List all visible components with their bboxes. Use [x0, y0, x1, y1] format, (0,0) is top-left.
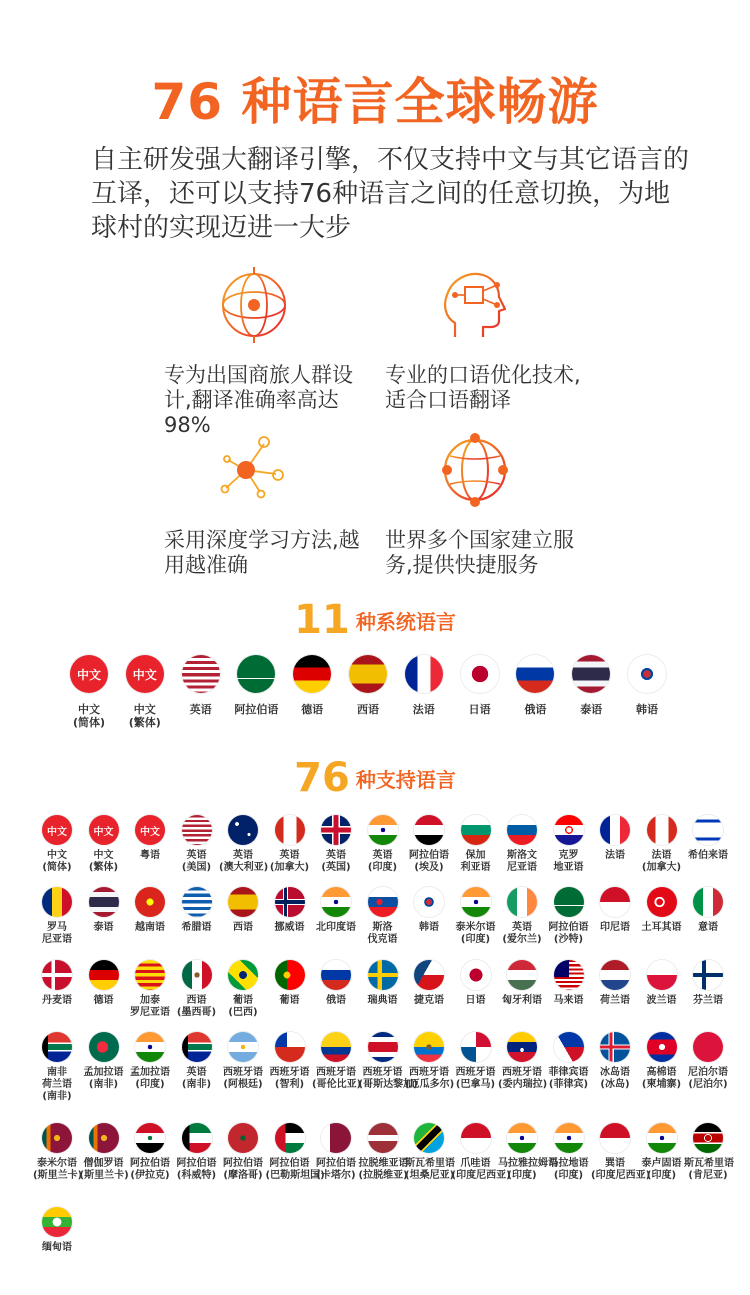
flag-icon-in: [321, 887, 351, 917]
language-name: 法语: [605, 850, 625, 861]
language-name: 罗马 尼亚语: [42, 922, 72, 945]
language-item: [219, 815, 267, 874]
feature-text: 专业的口语优化技术,适合口语翻译: [385, 363, 581, 412]
language-item: [684, 1123, 732, 1182]
language-item: [591, 1032, 639, 1091]
flag-icon-lk: [42, 1123, 72, 1153]
language-name: 越南语: [135, 922, 165, 933]
language-name: 泰语: [93, 922, 114, 933]
language-item: [638, 1032, 686, 1091]
flag-icon-tr: [647, 887, 677, 917]
language-name: 波兰语: [646, 995, 677, 1006]
language-name: 英语 (印度): [367, 850, 398, 873]
flag-icon-lk: [89, 1123, 119, 1153]
flag-icon-zh-red: [126, 655, 164, 693]
language-name: 西班牙语 (智利): [269, 1067, 310, 1090]
flag-icon-cr: [368, 1032, 398, 1062]
flag-icon-zh-red: [42, 815, 72, 845]
language-name: 冰岛语 (冰岛): [600, 1067, 630, 1090]
supported-count: 76: [294, 755, 350, 801]
language-name: 葡语 (巴西): [228, 995, 258, 1018]
language-item: [312, 815, 360, 874]
flag-icon-gb: [321, 815, 351, 845]
flag-icon-text: 中文: [76, 667, 101, 682]
intro-text: 自主研发强大翻译引擎，不仅支持中文与其它语言的互译，还可以支持76种语言之间的任意切换，为地球村的实现迈进一大步: [91, 145, 690, 243]
ai-head-icon: [435, 265, 515, 345]
language-item: [266, 1032, 314, 1091]
flag-icon-se: [368, 960, 398, 990]
language-item: [563, 655, 619, 716]
language-item: [359, 1123, 407, 1182]
flag-icon-co: [321, 1032, 351, 1062]
flag-icon-ca: [275, 815, 305, 845]
flag-icon-iq: [135, 1123, 165, 1153]
language-name: 英语 (爱尔兰): [502, 922, 542, 945]
language-name: 菲律宾语 (菲律宾): [548, 1067, 589, 1090]
flag-icon-us: [182, 815, 212, 845]
flag-icon-ru: [321, 960, 351, 990]
language-item: [545, 887, 593, 946]
language-name: 挪威语: [274, 922, 305, 933]
language-name: 加泰 罗尼亚语: [130, 995, 170, 1018]
language-name: 阿拉伯语 (巴勒斯坦国): [265, 1158, 325, 1181]
flag-icon-zh-red: [135, 815, 165, 845]
language-item: [126, 1123, 174, 1182]
language-name: 西班牙语 (厄瓜多尔): [405, 1067, 455, 1090]
flag-icon-us: [182, 655, 220, 693]
language-name: 英语: [189, 703, 212, 716]
language-item: [312, 887, 360, 934]
language-name: 缅甸语: [42, 1242, 72, 1253]
language-item: [219, 960, 267, 1019]
language-item: [126, 960, 174, 1019]
language-item: [33, 960, 81, 1007]
flag-icon-gr: [182, 887, 212, 917]
language-name: 土耳其语: [641, 922, 682, 933]
flag-icon-ro: [42, 887, 72, 917]
language-item: [452, 815, 500, 874]
language-name: 英语 (南非): [181, 1067, 212, 1090]
language-name: 希伯来语: [688, 850, 728, 861]
flag-icon-kr: [628, 655, 666, 693]
language-item: [359, 887, 407, 946]
language-name: 瑞典语: [367, 995, 398, 1006]
language-name: 中文 (繁体): [128, 703, 161, 729]
language-item: [173, 960, 221, 1019]
flag-icon-text: 中文: [47, 826, 67, 838]
language-item: [498, 1123, 558, 1182]
language-name: 北印度语: [316, 922, 356, 933]
language-item: [340, 655, 396, 716]
flag-icon-il: [693, 815, 723, 845]
language-name: 僧伽罗语 (斯里兰卡): [79, 1158, 129, 1181]
language-item: [284, 655, 340, 716]
flag-icon-cl: [275, 1032, 305, 1062]
language-name: 斯瓦希里语 (肯尼亚): [684, 1158, 734, 1181]
flag-icon-ma: [228, 1123, 258, 1153]
language-name: 阿拉伯语 (埃及): [409, 850, 449, 873]
language-name: 克罗 地亚语: [553, 850, 584, 873]
language-name: 捷克语: [414, 995, 444, 1006]
flag-icon-my: [554, 960, 584, 990]
language-item: [228, 655, 284, 716]
feature-item: [385, 430, 595, 578]
language-item: [126, 815, 174, 862]
language-name: 阿拉伯语 (摩洛哥): [223, 1158, 263, 1181]
language-name: 南非 荷兰语 (南非): [42, 1067, 72, 1102]
language-name: 韩语: [636, 703, 658, 716]
language-name: 拉脱维亚语 (拉脱维亚): [358, 1158, 409, 1181]
flag-icon-id: [600, 1123, 630, 1153]
language-item: [498, 1032, 546, 1091]
language-item: [684, 815, 732, 862]
language-item: [638, 887, 686, 934]
system-label: 种系统语言: [355, 609, 456, 634]
language-item: [80, 960, 128, 1007]
flag-icon-lv: [368, 1123, 398, 1153]
language-name: 斯瓦希里语 (坦桑尼亚): [405, 1158, 455, 1181]
language-item: [405, 960, 453, 1007]
feature-item: [164, 430, 374, 578]
language-name: 韩语: [419, 922, 439, 933]
language-name: 希腊语: [181, 922, 212, 933]
flag-icon-hr: [554, 815, 584, 845]
language-name: 匈牙利语: [502, 995, 542, 1006]
language-item: [173, 1032, 221, 1091]
language-name: 泰语: [580, 703, 603, 716]
language-item: [219, 1032, 267, 1091]
language-item: [405, 887, 453, 934]
flag-icon-za: [182, 1032, 212, 1062]
language-item: [126, 887, 174, 934]
flag-icon-is: [600, 1032, 630, 1062]
flag-icon-kr: [414, 887, 444, 917]
flag-icon-zh-red: [89, 815, 119, 845]
page-title: 76 种语言全球畅游: [151, 73, 599, 131]
language-item: [619, 655, 675, 716]
flag-icon-bg: [461, 815, 491, 845]
flag-icon-de: [293, 655, 331, 693]
language-item: [312, 960, 360, 1007]
language-name: 保加 利亚语: [460, 850, 491, 873]
language-item: [452, 960, 500, 1007]
flag-icon-es: [228, 887, 258, 917]
language-item: [638, 960, 686, 1007]
feature-item: [164, 265, 374, 438]
flag-icon-ps: [275, 1123, 305, 1153]
supported-languages-heading: [0, 755, 750, 801]
network-icon: [214, 430, 294, 510]
language-name: 斯洛 伐克语: [367, 922, 398, 945]
language-name: 俄语: [524, 703, 547, 716]
language-name: 中文 (繁体): [88, 850, 119, 873]
language-item: [396, 655, 452, 716]
system-count: 11: [294, 597, 350, 643]
feature-text: 世界多个国家建立服务,提供快捷服务: [385, 528, 574, 577]
flag-icon-sk: [368, 887, 398, 917]
flag-icon-th: [89, 887, 119, 917]
language-item: [359, 815, 407, 874]
language-name: 马拉地语 (印度): [548, 1158, 589, 1181]
flag-icon-nl: [600, 960, 630, 990]
language-name: 阿拉伯语 (沙特): [548, 922, 589, 945]
language-name: 阿拉伯语 (卡塔尔): [316, 1158, 356, 1181]
language-item: [452, 887, 500, 946]
flag-icon-za: [42, 1032, 72, 1062]
language-name: 尼泊尔语 (尼泊尔): [688, 1067, 728, 1090]
flag-icon-es: [349, 655, 387, 693]
language-item: [545, 1032, 593, 1091]
language-name: 俄语: [326, 995, 346, 1006]
language-name: 泰米尔语 (斯里兰卡): [33, 1158, 83, 1181]
language-name: 印尼语: [600, 922, 630, 933]
language-name: 马来语: [553, 995, 584, 1006]
language-item: [498, 960, 546, 1007]
flag-icon-br: [228, 960, 258, 990]
flag-icon-pt: [275, 960, 305, 990]
language-item: [266, 815, 314, 874]
language-name: 阿拉伯语 (科威特): [176, 1158, 217, 1181]
flag-icon-vn: [135, 887, 165, 917]
flag-icon-in: [135, 1032, 165, 1062]
flag-icon-in: [461, 887, 491, 917]
language-item: [591, 887, 639, 934]
flag-icon-ar: [228, 1032, 258, 1062]
language-item: [591, 1123, 651, 1182]
flag-icon-ec: [414, 1032, 444, 1062]
flag-icon-kh: [647, 1032, 677, 1062]
language-item: [451, 1123, 511, 1182]
flag-icon-np: [693, 1032, 723, 1062]
language-item: [684, 887, 732, 934]
world-globe-icon: [435, 430, 515, 510]
flag-icon-eg: [414, 815, 444, 845]
flag-icon-pl: [647, 960, 677, 990]
language-item: [405, 1123, 453, 1182]
language-item: [684, 1032, 732, 1091]
flag-icon-text: 中文: [93, 826, 114, 838]
supported-label: 种支持语言: [355, 767, 456, 792]
flag-icon-bd: [89, 1032, 119, 1062]
language-item: [33, 1123, 81, 1182]
language-item: [359, 960, 407, 1007]
language-name: 孟加拉语 (印度): [130, 1067, 170, 1090]
flag-icon-id: [461, 1123, 491, 1153]
language-item: [173, 655, 229, 716]
flag-icon-fr: [600, 815, 630, 845]
flag-icon-au: [228, 815, 258, 845]
flag-icon-si: [507, 815, 537, 845]
language-name: 荷兰语: [600, 995, 630, 1006]
language-name: 葡语: [279, 995, 300, 1006]
language-item: [405, 815, 453, 874]
language-item: [591, 815, 639, 862]
language-item: [33, 815, 81, 874]
language-name: 德语: [301, 703, 324, 716]
language-name: 西班牙语 (哥伦比亚): [312, 1067, 362, 1090]
language-name: 泰米尔语 (印度): [455, 922, 496, 945]
language-name: 阿拉伯语: [234, 703, 279, 716]
language-name: 粤语: [140, 850, 160, 861]
flag-icon-cz: [414, 960, 444, 990]
flag-icon-kw: [182, 1123, 212, 1153]
language-item: [545, 815, 593, 874]
flag-icon-jp: [461, 655, 499, 693]
language-item: [545, 1123, 593, 1182]
flag-icon-in: [554, 1123, 584, 1153]
language-name: 爪哇语 (印度尼西亚): [451, 1158, 511, 1181]
language-name: 西语: [233, 922, 253, 933]
flag-icon-dk: [42, 960, 72, 990]
feature-text: 采用深度学习方法,越用越准确: [164, 528, 360, 577]
language-item: [507, 655, 563, 716]
flag-icon-in: [647, 1123, 677, 1153]
language-item: [405, 1032, 453, 1091]
language-item: [173, 887, 221, 934]
language-item: [80, 887, 128, 934]
flag-icon-id: [600, 887, 630, 917]
language-name: 中文 (简体): [72, 703, 106, 729]
flag-icon-tz: [414, 1123, 444, 1153]
language-item: [312, 1032, 360, 1091]
language-name: 马拉雅拉姆语 (印度): [498, 1158, 558, 1181]
language-name: 法语 (加拿大): [641, 850, 682, 873]
language-item: [266, 960, 314, 1007]
language-item: [33, 1032, 81, 1103]
language-item: [126, 1032, 174, 1091]
flag-icon-sa: [237, 655, 275, 693]
flag-icon-fr: [405, 655, 443, 693]
language-item: [452, 655, 508, 716]
language-name: 西语: [357, 703, 379, 716]
language-name: 日语: [468, 703, 491, 716]
flag-icon-de: [89, 960, 119, 990]
language-item: [117, 655, 173, 729]
flag-icon-hu: [507, 960, 537, 990]
language-item: [173, 815, 221, 874]
language-item: [498, 815, 546, 874]
flag-icon-it: [693, 887, 723, 917]
language-name: 西班牙语 (巴拿马): [455, 1067, 496, 1090]
language-item: [312, 1123, 360, 1182]
language-name: 西班牙语 (哥斯达黎加): [358, 1067, 418, 1090]
language-item: [219, 887, 267, 934]
flag-icon-ke: [693, 1123, 723, 1153]
language-item: [219, 1123, 267, 1182]
language-item: [591, 960, 639, 1007]
language-item: [80, 815, 128, 874]
language-item: [452, 1032, 500, 1091]
system-languages-heading: [0, 597, 750, 643]
flag-icon-ru: [516, 655, 554, 693]
language-item: [61, 655, 117, 729]
flag-icon-no: [275, 887, 305, 917]
language-name: 高棉语 (柬埔寨): [641, 1067, 682, 1090]
feature-text: 专为出国商旅人群设计,翻译准确率高达98%: [164, 363, 353, 437]
flag-icon-ph: [554, 1032, 584, 1062]
globe-icon: [214, 265, 294, 345]
flag-icon-cat: [135, 960, 165, 990]
language-name: 日语: [465, 995, 486, 1006]
flag-icon-pa: [461, 1032, 491, 1062]
flag-icon-text: 中文: [132, 667, 157, 682]
language-name: 英语 (英国): [321, 850, 351, 873]
flag-icon-qa: [321, 1123, 351, 1153]
language-item: [638, 1123, 686, 1182]
language-name: 巽语 (印度尼西亚): [591, 1158, 651, 1181]
language-item: [173, 1123, 221, 1182]
language-name: 斯洛文 尼亚语: [507, 850, 537, 873]
language-item: [358, 1032, 418, 1091]
feature-item: [385, 265, 595, 413]
language-name: 中文 (简体): [42, 850, 72, 873]
language-item: [33, 1207, 81, 1254]
language-name: 法语: [412, 703, 435, 716]
flag-icon-mm: [42, 1207, 72, 1237]
language-name: 泰卢固语 (印度): [641, 1158, 682, 1181]
flag-icon-ie: [507, 887, 537, 917]
language-item: [638, 815, 686, 874]
flag-icon-th: [572, 655, 610, 693]
flag-icon-in: [507, 1123, 537, 1153]
language-name: 意语: [698, 922, 718, 933]
flag-icon-fi: [693, 960, 723, 990]
language-name: 丹麦语: [42, 995, 72, 1006]
language-name: 芬兰语: [693, 995, 723, 1006]
flag-icon-sa: [554, 887, 584, 917]
language-item: [498, 887, 546, 946]
language-name: 德语: [93, 995, 114, 1006]
flag-icon-text: 中文: [140, 826, 160, 838]
flag-icon-zh-red: [70, 655, 108, 693]
flag-icon-ve: [507, 1032, 537, 1062]
language-item: [266, 887, 314, 934]
language-item: [265, 1123, 325, 1182]
language-name: 西班牙语 (委内瑞拉): [498, 1067, 548, 1090]
language-name: 西班牙语 (阿根廷): [223, 1067, 263, 1090]
flag-icon-mx: [182, 960, 212, 990]
language-name: 英语 (澳大利亚): [219, 850, 269, 873]
language-item: [33, 887, 81, 946]
language-item: [684, 960, 732, 1007]
language-name: 阿拉伯语 (伊拉克): [130, 1158, 170, 1181]
flag-icon-in: [368, 815, 398, 845]
language-name: 英语 (美国): [181, 850, 212, 873]
flag-icon-ca: [647, 815, 677, 845]
language-item: [80, 1032, 128, 1091]
language-item: [80, 1123, 128, 1182]
language-name: 英语 (加拿大): [269, 850, 310, 873]
flag-icon-jp: [461, 960, 491, 990]
language-name: 孟加拉语 (南非): [83, 1067, 124, 1090]
language-item: [545, 960, 593, 1007]
language-name: 西语 (墨西哥): [176, 995, 217, 1018]
